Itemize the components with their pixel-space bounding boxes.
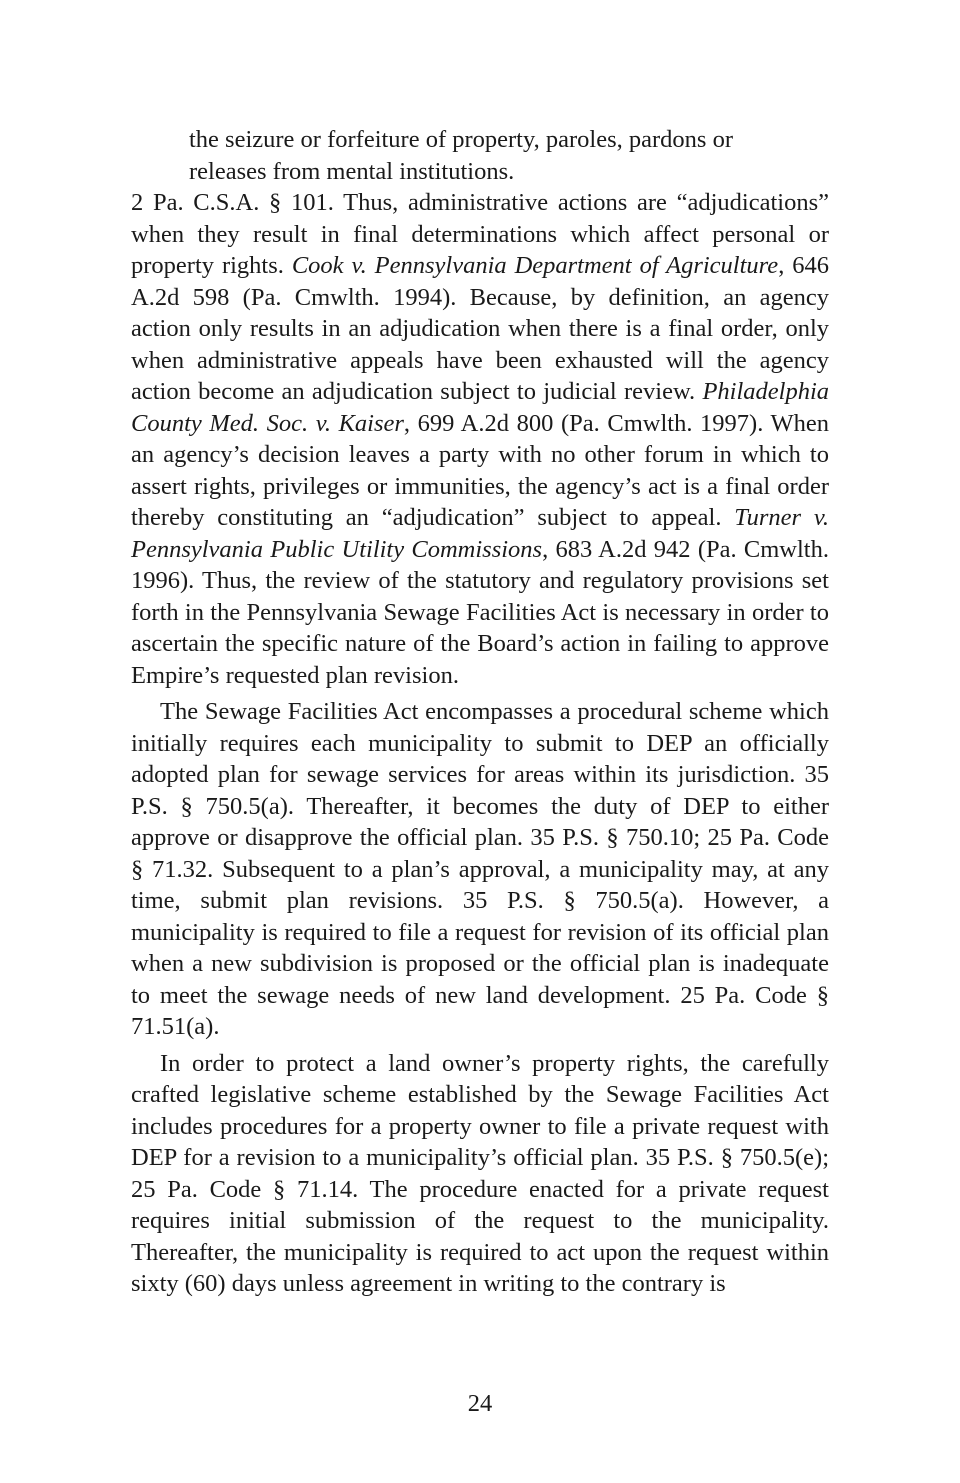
block-quote <box>189 124 829 187</box>
page-number: 24 <box>467 1390 493 1417</box>
para1-text-4: , 683 A.2d 942 (Pa. Cmwlth. 1996). Thus, the review of the statutory and regulatory provisions set forth in the Pennsylvania Sewage Facilities Act is necessary in order to ascertain the specific nature of the Board’s action in failing to approve Empire’s requested plan revision. <box>131 535 829 689</box>
paragraph-3: In order to protect a land owner’s property rights, the carefully crafted legislative scheme established by the Sewage Facilities Act includes procedures for a property owner to file a private request with DEP for a revision to a municipality’s official plan. 35 P.S. § 750.5(e); 25 Pa. Code § 71.14. The procedure enacted for a private request requires initial submission of the request to the municipality. Thereafter, the municipality is required to act upon the request within sixty (60) days unless agreement in writing to the contrary is <box>131 1049 829 1297</box>
paragraph-1 <box>131 187 829 691</box>
document-page <box>131 124 829 1300</box>
para1-text-2: , 646 A.2d 598 (Pa. Cmwlth. 1994). Because, by definition, an agency action only results in an adjudication when there is a final order, only when administrative appeals have been exhausted will the agency action become an adjudication subject to judicial review. <box>131 252 830 405</box>
case-citation-cook: Cook v. Pennsylvania Department of Agriculture <box>291 252 779 279</box>
quote-line-2: releases from mental institutions. <box>189 157 515 185</box>
case-citation-turner: Turner v. Pennsylvania Public Utility Commissions <box>131 504 830 563</box>
case-citation-kaiser: Philadelphia County Med. Soc. v. Kaiser <box>131 378 830 437</box>
para1-text-3: , 699 A.2d 800 (Pa. Cmwlth. 1997). When an agency’s decision leaves a party with no other forum in which to assert rights, privileges or immunities, the agency’s act is a final order thereby constituting an “adjudication” subject to appeal. <box>131 409 830 531</box>
para1-text-1: 2 Pa. C.S.A. § 101. Thus, administrative actions are “adjudications” when they result in final determinations which affect personal or property rights. <box>131 189 829 279</box>
quote-line-1: the seizure or forfeiture of property, paroles, pardons or <box>189 126 734 153</box>
paragraph-2: The Sewage Facilities Act encompasses a procedural scheme which initially requires each municipality to submit to DEP an officially adopted plan for sewage services for areas within its jurisdiction. 35 P.S. § 750.5(a). Thereafter, it becomes the duty of DEP to either approve or disapprove the official plan. 35 P.S. § 750.10; 25 Pa. Code § 71.32. Subsequent to a plan’s approval, a municipality may, at any time, submit plan revisions. 35 P.S. § 750.5(a). However, a municipality is required to file a request for revision of its official plan when a new subdivision is proposed or the official plan is inadequate to meet the sewage needs of new land development. 25 Pa. Code § 71.51(a). <box>131 698 829 1040</box>
